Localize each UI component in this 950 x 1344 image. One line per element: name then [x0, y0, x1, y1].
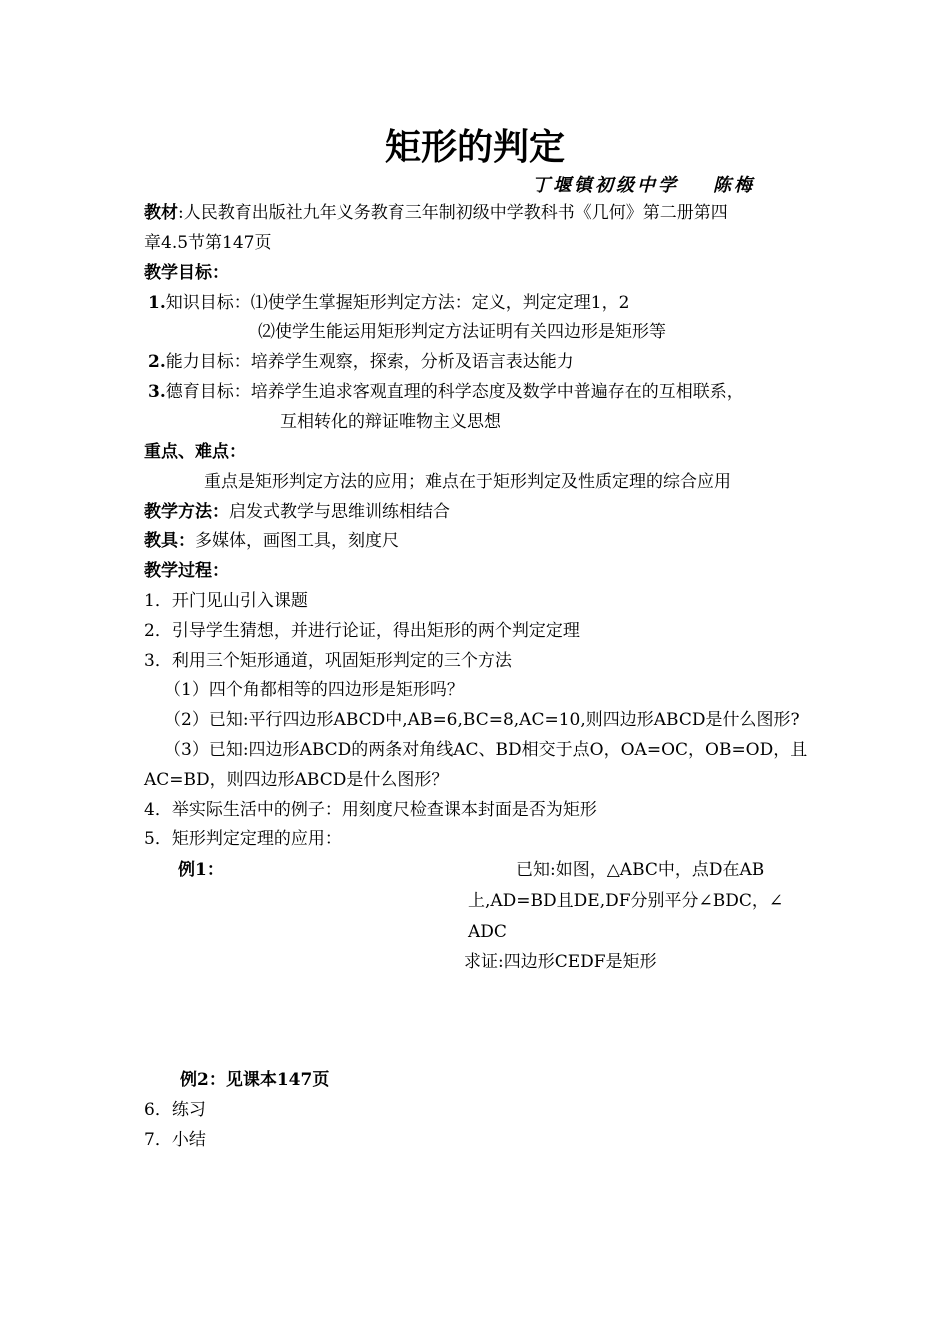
process-step-6: 6．练习	[144, 1100, 206, 1120]
process-step-3: 3．利用三个矩形通道，巩固矩形判定的三个方法	[144, 651, 512, 671]
objective-ability: 2.能力目标：培养学生观察，探索，分析及语言表达能力	[148, 352, 574, 372]
material-text-1: :人民教育出版社九年义务教育三年制初级中学教科书《几何》第二册第四	[178, 203, 728, 223]
tools-line: 教具：多媒体，画图工具，刻度尺	[144, 531, 399, 551]
example-1-given-3: ADC	[468, 922, 507, 942]
author-name: 陈梅	[713, 175, 755, 196]
question-1: （1）四个角都相等的四边形是矩形吗？	[164, 680, 464, 700]
material-label: 教材	[144, 203, 178, 223]
example-1-prove: 求证:四边形CEDF是矩形	[464, 952, 657, 972]
process-step-7: 7．小结	[144, 1130, 206, 1150]
material-line-1	[144, 203, 728, 223]
process-step-4: 4．举实际生活中的例子：用刻度尺检查课本封面是否为矩形	[144, 800, 597, 820]
page-title: 矩形的判定	[384, 127, 565, 168]
process-step-1: 1．开门见山引入课题	[144, 591, 308, 611]
objective-moral-2: 互相转化的辩证唯物主义思想	[280, 412, 501, 432]
question-2: （2）已知:平行四边形ABCD中,AB=6,BC=8,AC=10,则四边形ABCD是什么图形?	[164, 710, 800, 730]
example-2: 例2：见课本147页	[180, 1070, 330, 1090]
process-step-2: 2．引导学生猜想，并进行论证，得出矩形的两个判定定理	[144, 621, 580, 641]
keypoints-text: 重点是矩形判定方法的应用；难点在于矩形判定及性质定理的综合应用	[204, 472, 731, 492]
method-line: 教学方法：启发式教学与思维训练相结合	[144, 502, 450, 522]
author-school: 丁堰镇初级中学	[532, 175, 679, 196]
process-heading: 教学过程：	[144, 561, 229, 581]
material-line-2: 章4.5节第147页	[144, 233, 272, 253]
objectives-heading: 教学目标：	[144, 263, 229, 283]
process-step-5: 5．矩形判定定理的应用：	[144, 829, 342, 849]
question-3-line-2: AC=BD，则四边形ABCD是什么图形？	[144, 770, 449, 790]
example-1-label: 例1：	[178, 860, 224, 880]
example-1-given-1: 已知:如图，△ABC中，点D在AB	[516, 860, 765, 880]
question-3-line-1: （3）已知:四边形ABCD的两条对角线AC、BD相交于点O，OA=OC，OB=OD，且	[164, 740, 808, 760]
author-line	[532, 175, 755, 197]
objective-knowledge-2: ⑵使学生能运用矩形判定方法证明有关四边形是矩形等	[258, 322, 666, 342]
objective-moral-1: 3.德育目标：培养学生追求客观直理的科学态度及数学中普遍存在的互相联系，	[148, 382, 744, 402]
example-1-given-2: 上,AD=BD且DE,DF分别平分∠BDC，∠	[468, 891, 784, 911]
keypoints-heading: 重点、难点：	[144, 442, 246, 462]
objective-knowledge-1: 1.知识目标：⑴使学生掌握矩形判定方法：定义，判定定理1，2	[148, 293, 630, 313]
